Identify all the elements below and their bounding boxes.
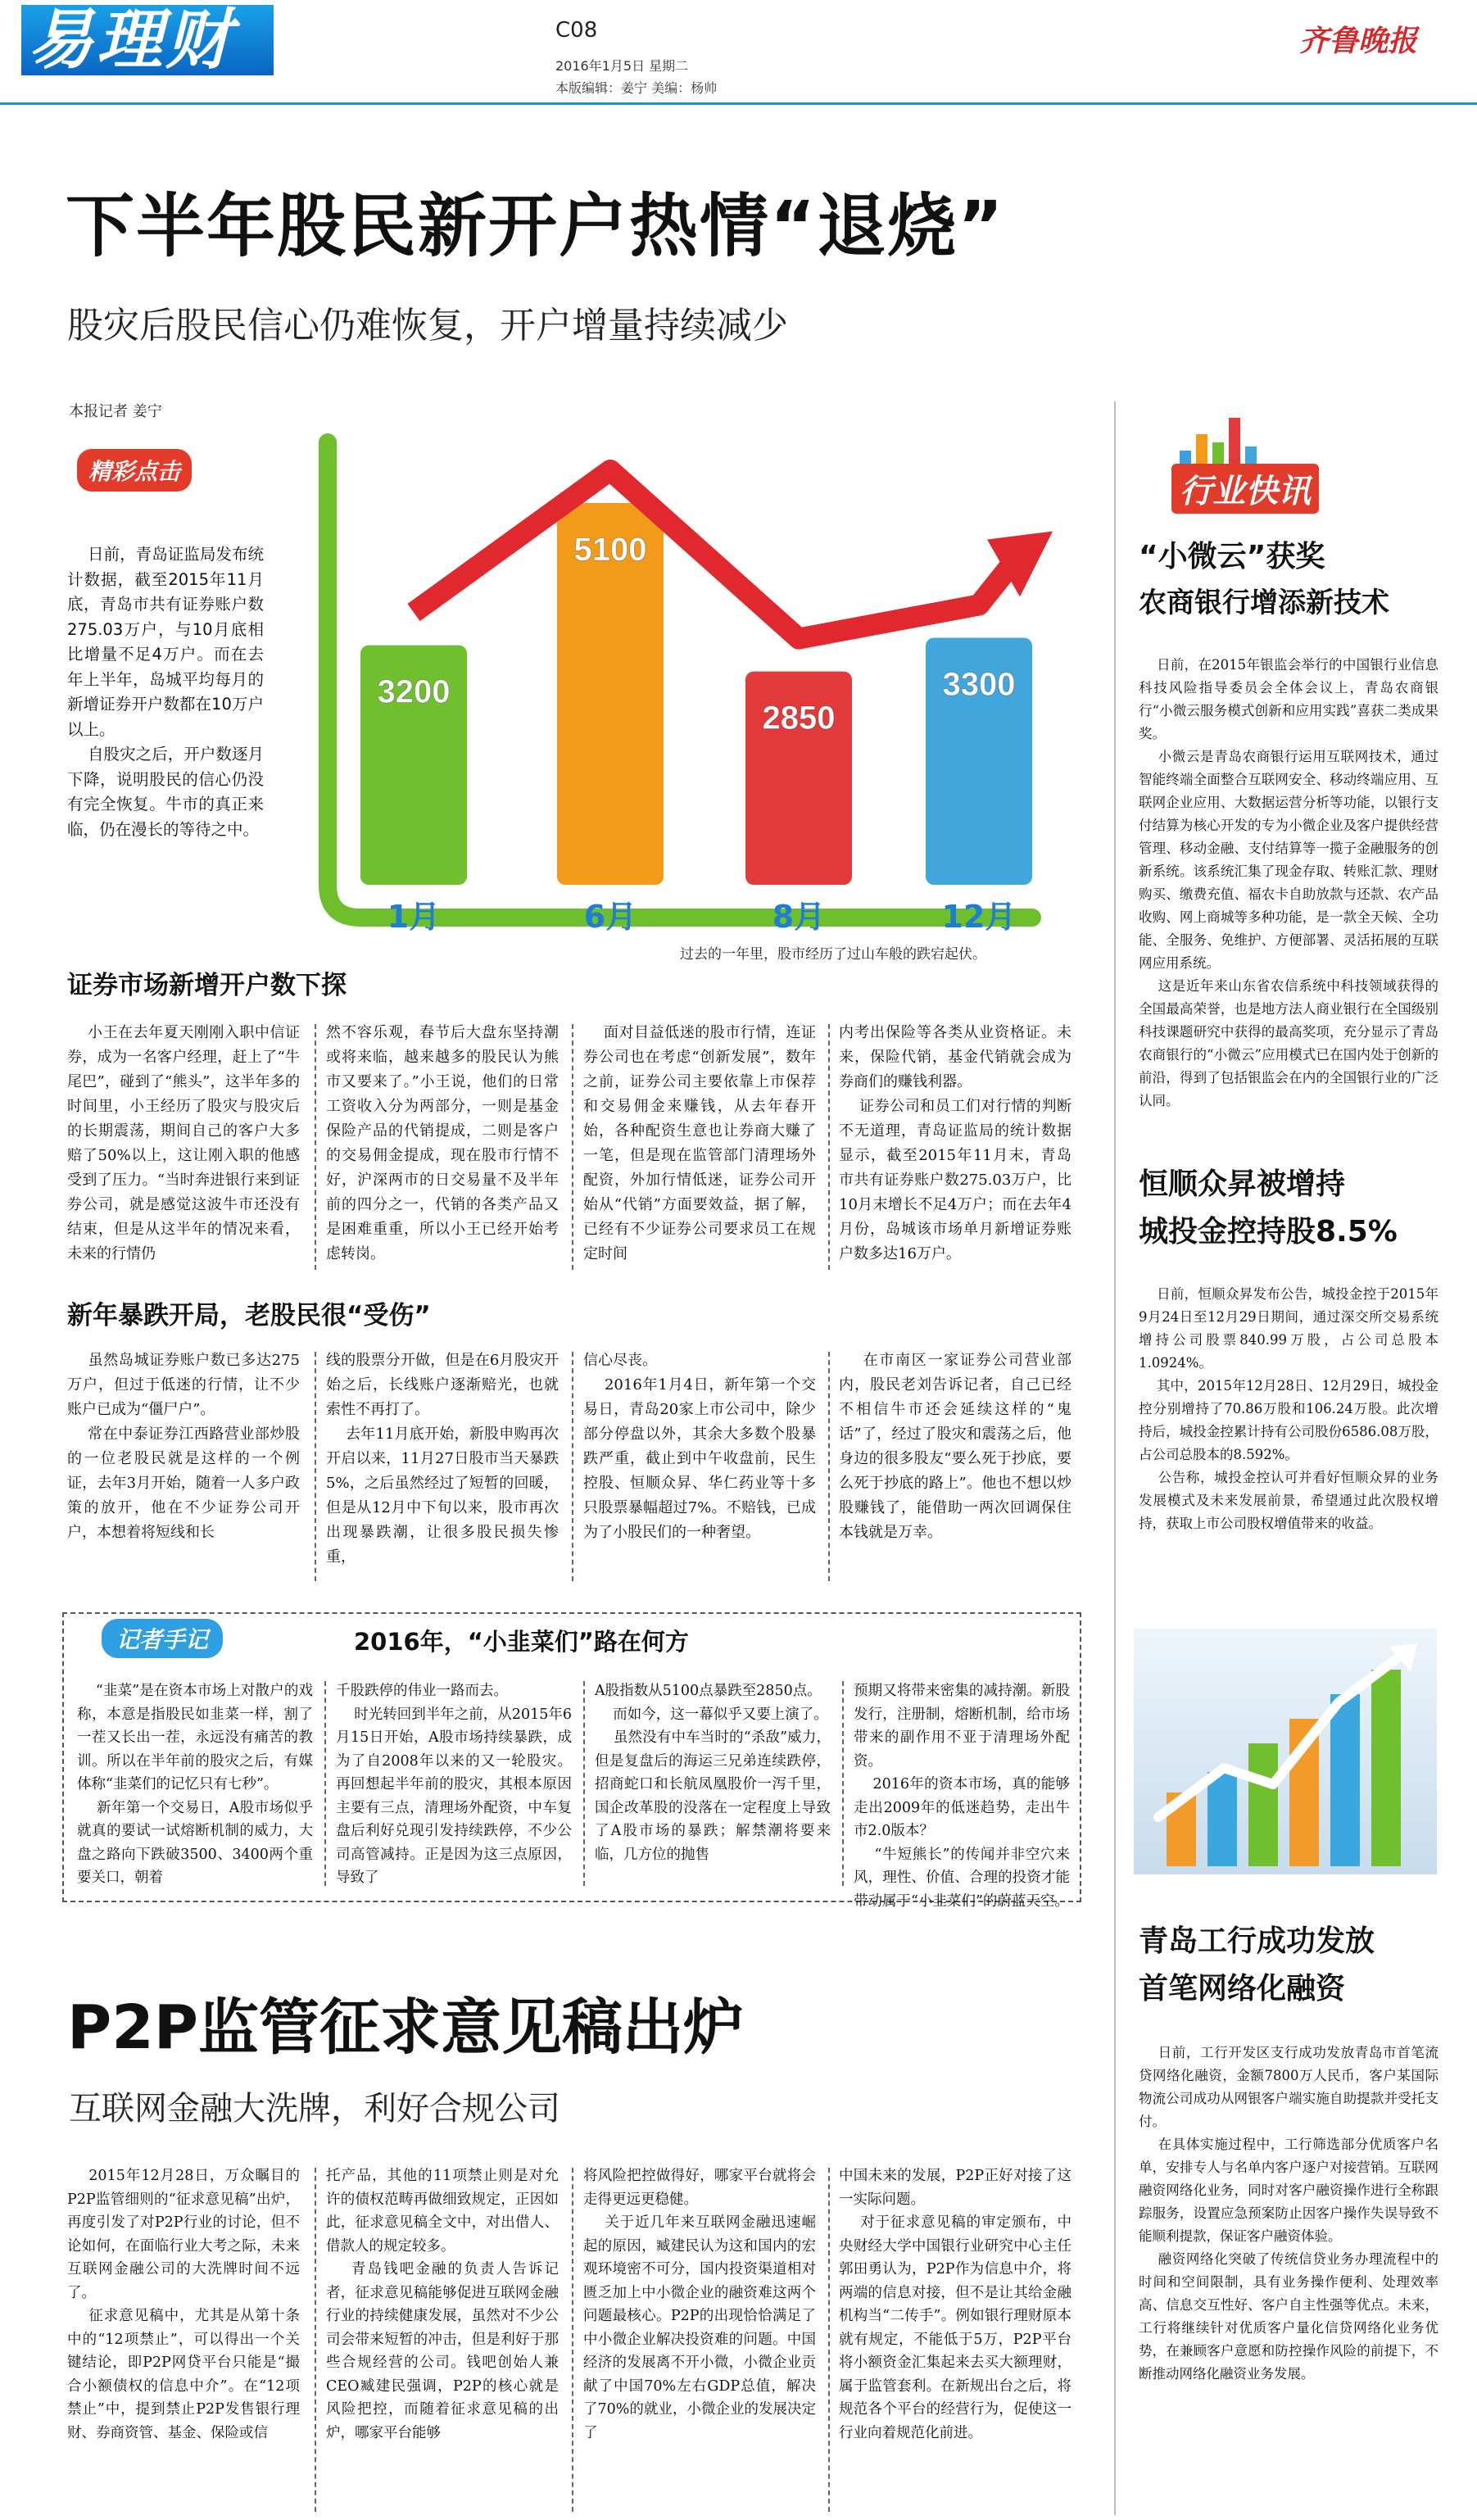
chart-caption: 过去的一年里，股市经历了过山车般的跌宕起伏。 (680, 946, 986, 963)
notes-col-4: 预期又将带来密集的减持潮。新股发行，注册制，熔断机制，给市场带来的副作用不亚于清理场外配资。 2016年的资本市场，真的能够走出2009年的低迷趋势，走出牛市2.0版本？ “牛短熊长”的传闻并非空穴来风，理性、价值、合理的投资才能带动属于“小韭菜们”的蔚蓝天空。 (854, 1683, 1070, 1910)
section1-col-1: 小王在去年夏天刚刚入职中信证券，成为一名客户经理，赶上了“牛尾巴”，碰到了“熊头”，这半年多的时间里，小王经历了股灾与股灾后的长期震荡，期间自己的客户大多赔了50%以上，这让刚入职的他感受到了压力。“当时奔进银行来到证券公司，就是感觉这波牛市还没有结束，但是从这半年的情况来看，未来的行情仍 (67, 1024, 300, 1262)
p2p-headline: P2P监管征求意见稿出炉 (67, 1992, 744, 2063)
chart-category-label: 1月 (387, 899, 441, 935)
column-divider (315, 1024, 316, 1270)
column-divider (828, 1024, 830, 1270)
sidebar-divider (1114, 401, 1116, 2515)
section2-col-1: 虽然岛城证券账户数已多达275万户，但过于低迷的行情，让不少账户已成为“僵尸户”。 常在中泰证券江西路营业部炒股的一位老股民就是这样的一个例证，去年3月开始，随着一人多户政策的放开，他在不少证券公司开户，本想着将短线和长 (67, 1352, 300, 1541)
column-divider (572, 1024, 573, 1270)
chart-category-label: 6月 (583, 899, 637, 935)
section2-col-2: 线的股票分开做，但是在6月股灾开始之后，长线账户逐渐赔光，也就索性不再打了。 去年11月底开始，新股申购再次开启以来，11月27日股市当天暴跌5%，之后虽然经过了短暂的回暖，但是从12月中下旬以来，股市再次出现暴跌潮，让很多股民损失惨重， (326, 1352, 560, 1566)
section1-col-2: 然不容乐观，春节后大盘东坚持潮或将来临，越来越多的股民认为熊市又要来了。”小王说，他们的日常工资收入分为两部分，一则是基金保险产品的代销提成，二则是客户的交易佣金提成，现在股市行情不好，沪深两市的日交易量不及半年前的四分之一，代销的各类产品又是困难重重，所以小王已经开始考虑转岗。 (326, 1024, 559, 1262)
highlight-badge: 精彩点击 (77, 449, 192, 492)
lead-subhead: 股灾后股民信心仍难恢复，开户增量持续减少 (67, 305, 788, 347)
lead-headline: 下半年股民新开户热情“退烧” (66, 186, 1005, 266)
section2-col-3: 信心尽丧。 2016年1月4日，新年第一个交易日，青岛20家上市公司中，除少部分停盘以外，其余大多数个股暴跌严重，截止到中午收盘前，民生控股、恒顺众昇、华仁药业等十多只股票暴幅超过7%。不赔钱，已成为了小股民们的一种奢望。 (583, 1352, 816, 1541)
news2-title-line2: 城投金控持股8.5% (1139, 1215, 1398, 1249)
chart-value-label: 3300 (942, 666, 1016, 703)
section-title: 易理财 (21, 5, 274, 75)
news3-title-line1: 青岛工行成功发放 (1139, 1924, 1375, 1958)
notes-badge: 记者手记 (102, 1619, 223, 1658)
lead-intro: 日前，青岛证监局发布统计数据，截至2015年11月底，青岛市共有证券账户数275.03万户，与10月底相比增量不足4万户。而在去年上半年，岛城平均每月的新增证券开户数都在10万户以上。 自股灾之后，开户数逐月下降，说明股民的信心仍没有完全恢复。牛市的真正来临，仍在漫长的等待之中。 (67, 545, 264, 839)
notes-col-2: 千股跌停的伟业一路而去。 时光转回到半年之前，从2015年6月15日开始，A股市场持续暴跌，成为了自2008年以来的又一轮股灾。再回想起半年前的股灾，其根本原因主要有三点，清理场外配资，中车复盘后利好兑现引发持续跌停，不少公司高管减持。正是因为这三点原因，导致了 (336, 1683, 572, 1886)
notes-col-3: A股指数从5100点暴跌至2850点。 而如今，这一幕似乎又要上演了。 虽然没有中车当时的“杀敌”威力，但是复盘后的海运三兄弟连续跌停，招商蛇口和长航凤凰股价一泻千里，国企改革股的没落在一定程度上导致了A股市场的暴跌；解禁潮将要来临，几方位的抛售 (595, 1683, 831, 1863)
chart-value-label: 2850 (762, 700, 836, 737)
column-divider (828, 1352, 830, 1581)
p2p-col-1: 2015年12月28日，万众瞩目的P2P监管细则的“征求意见稿”出炉，再度引发了对P2P行业的讨论，但不论如何，在面临行业大考之际，未来互联网金融公司的大洗牌时间不远了。 征求意见稿中，尤其是从第十条中的“12项禁止”，可以得出一个关键结论，即P2P网贷平台只能是“撮合小额债权的信息中介”。在“12项禁止”中，提到禁止P2P发售银行理财、券商资管、基金、保险或信 (67, 2168, 300, 2441)
news2-body: 日前，恒顺众昇发布公告，城投金控于2015年9月24日至12月29日期间，通过深交所交易系统增持公司股票840.99万股，占公司总股本1.0924%。 其中，2015年12月28日、12月29日，城投金控分别增持了70.86万股和106.24万股。此次增持后，城投金控累计持有公司股份6586.08万股，占公司总股本的8.592%。 公告称，城投金控认可并看好恒顺众昇的业务发展模式及未来发展前景，希望通过此次股权增持，获取上市公司股权增值带来的收益。 (1139, 1286, 1438, 1531)
issue-date: 2016年1月5日 星期二 (555, 58, 689, 74)
news2-title-line1: 恒顺众昇被增持 (1139, 1167, 1346, 1201)
news3-body: 日前，工行开发区支行成功发放青岛市首笔流贷网络化融资，金额7800万人民币，客户某国际物流公司成功从网银客户端实施自助提款并受托支付。 在具体实施过程中，工行筛选部分优质客户名单，安排专人与名单内客户逐户对接营销。互联网融资网络化业务，同时对客户融资操作进行全称跟踪服务，设置应急预案防止因客户操作失误导致不能顺利提款，保证客户融资体验。 融资网络化突破了传统信贷业务办理流程中的时间和空间限制，具有业务操作便利、处理效率高、信息交互性好、客户自主性强等优点。未来，工行将继续针对优质客户量化信贷网络化业务优势，在兼顾客户意愿和防控操作风险的前提下，不断推动网络化融资业务发展。 (1139, 2045, 1438, 2382)
news1-title-line2: 农商银行增添新技术 (1139, 587, 1389, 619)
section2-col-4: 在市南区一家证券公司营业部内，股民老刘告诉记者，自己已经不相信牛市还会延续这样的“鬼话”了，经过了股灾和震荡之后，他身边的很多股友“要么死于抄底，要么死于抄底的路上”。他也不想以炒股赚钱了，能借助一两次回调保住本钱就是万幸。 (839, 1352, 1072, 1541)
chart-value-label: 3200 (377, 673, 451, 710)
growth-chart-photo (1134, 1629, 1437, 1874)
column-divider (324, 1681, 326, 1886)
p2p-subhead: 互联网金融大洗牌，利好合规公司 (69, 2090, 560, 2128)
column-divider (315, 1352, 316, 1581)
editor-credits: 本版编辑：姜宁 美编：杨帅 (555, 80, 718, 96)
section1-col-4: 内考出保险等各类从业资格证。未来，保险代销，基金代销就会成为券商们的赚钱利器。 证券公司和员工们对行情的判断不无道理，青岛证监局的统计数据显示，截至2015年11月末，青岛市共有证券账户数275.03万户，比10月末增长不足4万户；而在去年4月份，岛城该市场单月新增证券账户数多达16万户。 (839, 1024, 1072, 1262)
section1-col-3: 面对目益低迷的股市行情，连证券公司也在考虑“创新发展”，数年之前，证券公司主要依靠上市保荐和交易佣金来赚钱，从去年春开始，各种配资生意也让券商大赚了一笔，但是现在监管部门清理场外配资，外加行情低迷，证券公司开始从“代销”方面要效益，据了解，已经有不少证券公司要求员工在规定时间 (583, 1024, 816, 1262)
column-divider (583, 1681, 585, 1886)
page-number: C08 (555, 18, 598, 43)
notes-col-1: “韭菜”是在资本市场上对散户的戏称，本意是指股民如韭菜一样，割了一茬又长出一茬，永远没有痛苦的教训。所以在半年前的股灾之后，有媒体称“韭菜们的记忆只有七秒”。 新年第一个交易日，A股市场似乎就真的要试一试熔断机制的威力，大盘之路向下跌破3500、3400两个重要关口，朝着 (77, 1683, 313, 1886)
notes-title: 2016年，“小韭菜们”路在何方 (354, 1628, 689, 1656)
column-divider (842, 1681, 844, 1886)
news3-title-line2: 首笔网络化融资 (1139, 1972, 1346, 2006)
p2p-col-3: 将风险把控做得好，哪家平台就将会走得更远更稳健。 关于近几年来互联网金融迅速崛起的原因，臧建民认为这和国内的宏观环境密不可分，国内投资渠道相对匮乏加上中小微企业的融资难这两个问题最核心。P2P的出现恰恰满足了中小微企业解决投资难的问题。中国经济的发展离不开小微，小微企业贡献了中国70%左右GDP总值，解决了70%的就业，小微企业的发展决定了 (583, 2168, 816, 2441)
section2-title: 新年暴跌开局，老股民很“受伤” (67, 1301, 431, 1330)
paper-logo: 齐鲁晚报 (1299, 24, 1418, 58)
column-divider (315, 2168, 316, 2512)
column-divider (828, 2168, 830, 2512)
p2p-col-2: 托产品，其他的11项禁止则是对允许的债权范畴再做细致规定，正因如此，征求意见稿全文中，对出借人、借款人的规定较多。 青岛钱吧金融的负责人告诉记者，征求意见稿能够促进互联网金融行业的持续健康发展，虽然对不少公司会带来短暂的冲击，但是利好于那些合规经营的公司。钱吧创始人兼CEO臧建民强调，P2P的核心就是风险把控，而随着征求意见稿的出炉，哪家平台能够 (326, 2168, 559, 2441)
chart-category-label: 12月 (941, 899, 1017, 935)
byline: 本报记者 姜宁 (69, 403, 162, 420)
section1-title: 证券市场新增开户数下探 (67, 971, 347, 1000)
masthead-rule (0, 102, 1477, 105)
news1-title-line1: “小微云”获奖 (1139, 540, 1325, 573)
industry-news-title: 行业快讯 (1171, 464, 1319, 514)
chart-trend-line (414, 470, 1012, 639)
news1-body: 日前，在2015年银监会举行的中国银行业信息科技风险指导委员会全体会议上，青岛农商银行“小微云服务模式创新和应用实践”喜获二类成果奖。 小微云是青岛农商银行运用互联网技术，通过智能终端全面整合互联网安全、移动终端应用、互联网企业应用、大数据运营分析等功能，以银行支付结算为核心开发的专为小微企业及客户提供经营管理、移动金融、支付结算等一揽子金融服务的创新系统。该系统汇集了现金存取、转账汇款、理财购买、缴费充值、福农卡自助放款与还款、农产品收购、网上商城等多种功能，是一款全天候、全功能、全服务、免维护、方便部署、灵活拓展的互联网应用系统。 这是近年来山东省农信系统中科技领域获得的全国最高荣誉，也是地方法人商业银行在全国级别科技课题研究中获得的最高奖项，充分显示了青岛农商银行的“小微云”应用模式已在国内处于创新的前沿，得到了包括银监会在内的全国银行业的广泛认同。 (1139, 657, 1438, 1108)
chart-trend-arrow (414, 470, 1053, 639)
column-divider (572, 1352, 573, 1581)
chart-category-label: 8月 (772, 899, 826, 935)
chart-value-label: 5100 (573, 531, 647, 568)
account-growth-chart (295, 426, 1062, 940)
column-divider (572, 2168, 573, 2512)
p2p-col-4: 中国未来的发展，P2P正好对接了这一实际问题。 对于征求意见稿的审定颁布，中央财经大学中国银行业研究中心主任郭田勇认为，P2P作为信息中介，将两端的信息对接，但不是让其给金融机构当“二传手”。例如银行理财原本就有规定，不能低于5万，P2P平台将小额资金汇集起来去买大额理财，属于监管套利。在新规出台之后，将规范各个平台的经营行为，促使这一行业向着规范化前进。 (839, 2168, 1072, 2441)
